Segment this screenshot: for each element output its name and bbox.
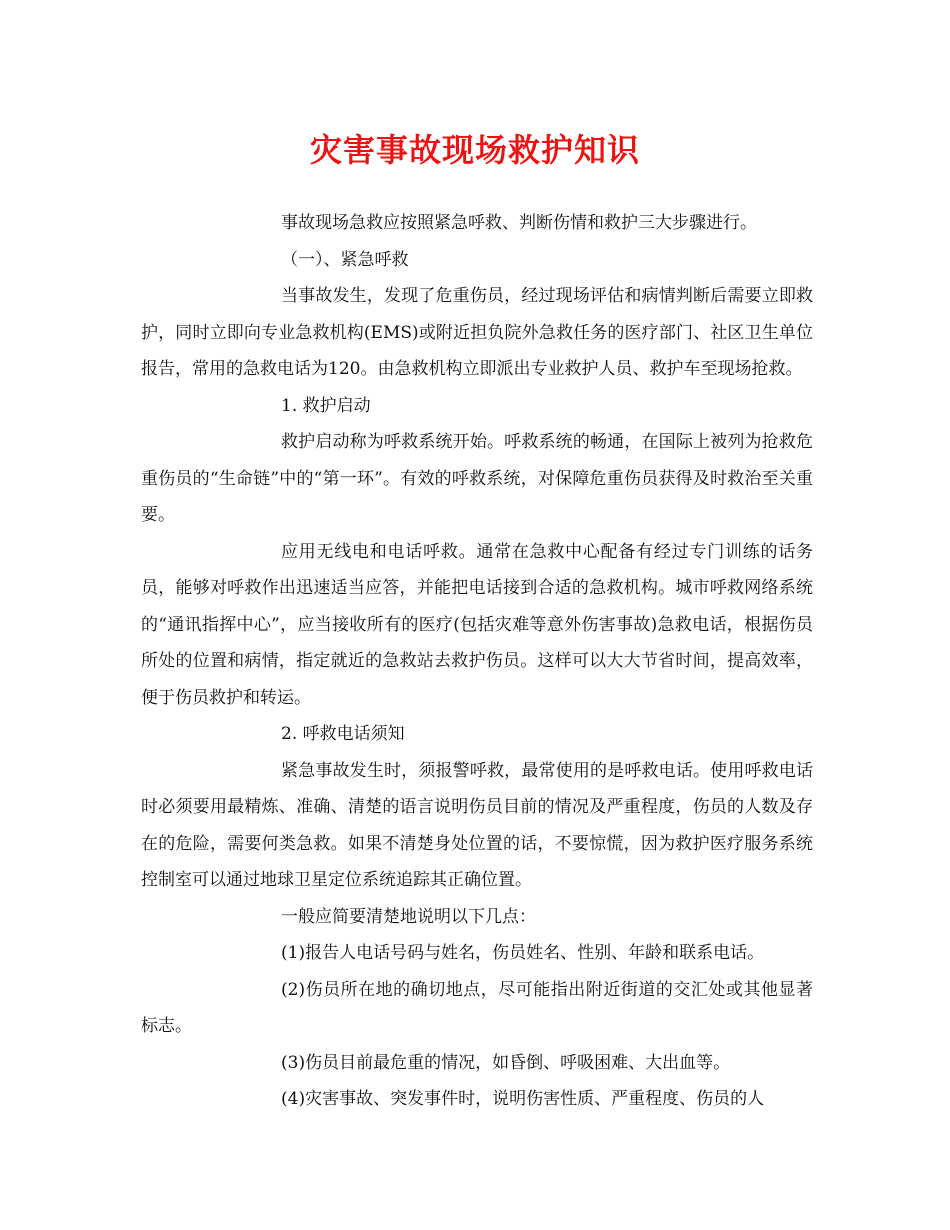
list-item-point-3: (3)伤员目前最危重的情况，如昏倒、呼吸困难、大出血等。: [281, 1052, 731, 1073]
section-heading-emergency-call: （一）、紧急呼救: [281, 249, 409, 270]
subheading-rescue-start: 1. 救护启动: [281, 395, 371, 416]
document-title: 灾害事故现场救护知识: [309, 131, 640, 169]
paragraph-intro: 事故现场急救应按照紧急呼救、判断伤情和救护三大步骤进行。: [281, 213, 757, 233]
paragraph-key-points-intro: 一般应简要清楚地说明以下几点：: [281, 906, 536, 927]
paragraph-rescue-start: 救护启动称为呼救系统开始。呼救系统的畅通，在国际上被列为抢救危重伤员的“生命链”中的“第一环”。有效的呼救系统，对保障危重伤员获得及时救治至关重要。: [141, 432, 813, 525]
subheading-phone-notice: 2. 呼救电话须知: [281, 724, 405, 744]
document-body: [141, 205, 813, 1118]
list-item-point-1: (1)报告人电话号码与姓名，伤员姓名、性别、年龄和联系电话。: [281, 943, 765, 963]
list-item-point-4: (4)灾害事故、突发事件时，说明伤害性质、严重程度、伤员的人: [281, 1089, 765, 1109]
paragraph-accident-report: 当事故发生，发现了危重伤员，经过现场评估和病情判断后需要立即救护，同时立即向专业急救机构(EMS)或附近担负院外急救任务的医疗部门、社区卫生单位报告，常用的急救电话为120。由急救机构立即派出专业救护人员、救护车至现场抢救。: [141, 286, 813, 379]
paragraph-phone-notice: 紧急事故发生时，须报警呼救，最常使用的是呼救电话。使用呼救电话时必须要用最精炼、准确、清楚的语言说明伤员目前的情况及严重程度，伤员的人数及存在的危险，需要何类急救。如果不清楚身处位置的话，不要惊慌，因为救护医疗服务系统控制室可以通过地球卫星定位系统追踪其正确位置。: [141, 760, 813, 890]
paragraph-radio-phone: 应用无线电和电话呼救。通常在急救中心配备有经过专门训练的话务员，能够对呼救作出迅速适当应答，并能把电话接到合适的急救机构。城市呼救网络系统的“通讯指挥中心”，应当接收所有的医疗(包括灾难等意外伤害事故)急救电话，根据伤员所处的位置和病情，指定就近的急救站去救护伤员。这样可以大大节省时间，提高效率，便于伤员救护和转运。: [141, 541, 813, 708]
list-item-point-2: (2)伤员所在地的确切地点，尽可能指出附近街道的交汇处或其他显著标志。: [141, 979, 813, 1036]
